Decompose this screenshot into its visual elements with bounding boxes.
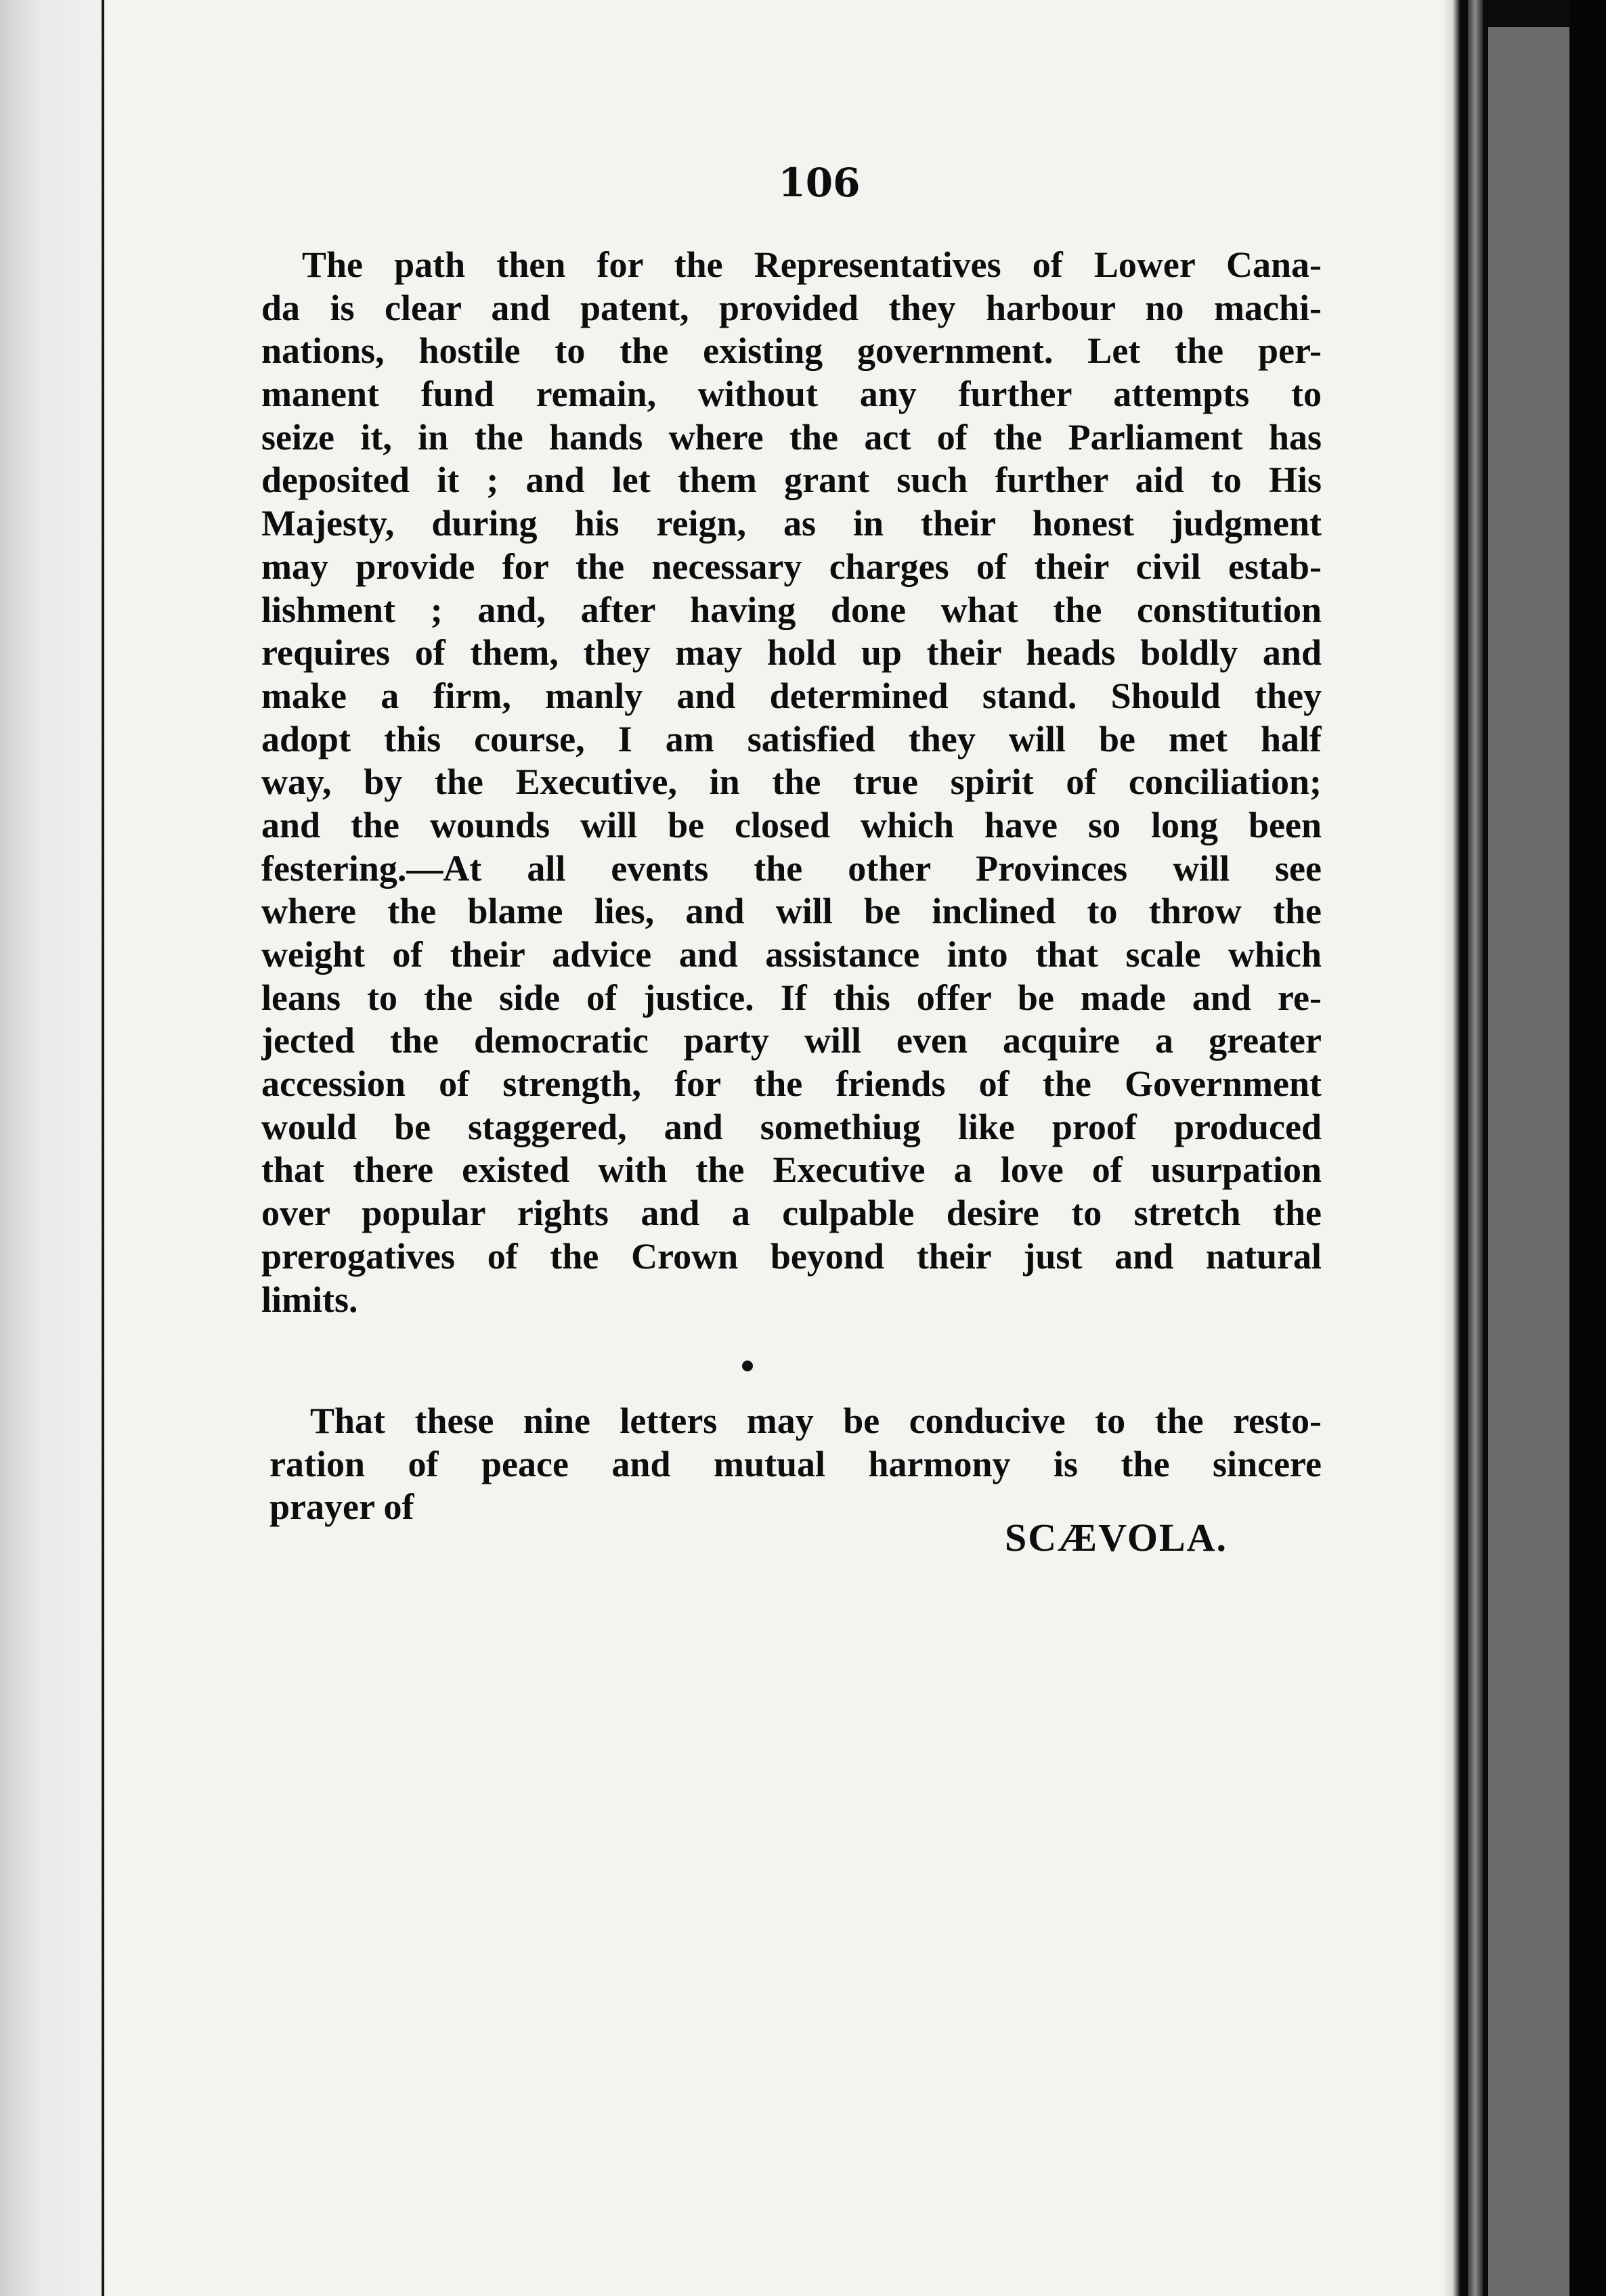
text-line: weight of their advice and assistance into that scale which bbox=[261, 934, 1322, 975]
text-line: manent fund remain, without any further attempts to bbox=[261, 374, 1322, 415]
text-line: The path then for the Representatives of Lower Cana- bbox=[302, 244, 1322, 285]
scan-border bbox=[1569, 0, 1606, 2296]
binding-gutter bbox=[0, 0, 104, 2296]
text-line: way, by the Executive, in the true spirit of conciliation; bbox=[261, 761, 1322, 803]
text-line: jected the democratic party will even acquire a greater bbox=[261, 1020, 1322, 1061]
page-edge-shadow bbox=[1442, 0, 1460, 2296]
text-line: prayer of bbox=[269, 1486, 414, 1528]
text-line: where the blame lies, and will be inclined to throw the bbox=[261, 891, 1322, 932]
signature: SCÆVOLA. bbox=[1005, 1516, 1228, 1560]
text-line: festering.—At all events the other Provinces will see bbox=[261, 847, 1322, 889]
book-edge-highlight bbox=[1468, 0, 1483, 2296]
text-line: requires of them, they may hold up their heads boldly and bbox=[261, 632, 1322, 674]
closing-paragraph bbox=[269, 1400, 1322, 1529]
text-line: make a firm, manly and determined stand. Should they bbox=[261, 675, 1322, 716]
text-line: seize it, in the hands where the act of the Parliament has bbox=[261, 416, 1322, 458]
text-line: would be staggered, and somethiug like proof produced bbox=[261, 1106, 1322, 1147]
text-line: nations, hostile to the existing government. Let the per- bbox=[261, 330, 1322, 372]
text-line: that there existed with the Executive a love of usurpation bbox=[261, 1149, 1322, 1191]
text-line: That these nine letters may be conducive to the resto- bbox=[310, 1400, 1322, 1441]
body-paragraph bbox=[261, 244, 1322, 1321]
text-line: limits. bbox=[261, 1279, 358, 1320]
text-line: and the wounds will be closed which have so long been bbox=[261, 804, 1322, 845]
text-line: ration of peace and mutual harmony is the sincere bbox=[269, 1443, 1322, 1484]
page-number: 106 bbox=[778, 160, 861, 206]
text-line: da is clear and patent, provided they harbour no machi- bbox=[261, 287, 1322, 328]
section-dot-ornament bbox=[742, 1361, 753, 1371]
text-line: deposited it ; and let them grant such further aid to His bbox=[261, 460, 1322, 501]
text-line: accession of strength, for the friends of the Government bbox=[261, 1063, 1322, 1105]
text-line: may provide for the necessary charges of their civil estab- bbox=[261, 546, 1322, 587]
text-line: Majesty, during his reign, as in their honest judgment bbox=[261, 503, 1322, 544]
next-page-edge bbox=[1488, 27, 1569, 2296]
text-line: leans to the side of justice. If this offer be made and re- bbox=[261, 977, 1322, 1018]
text-line: over popular rights and a culpable desire to stretch the bbox=[261, 1193, 1322, 1234]
text-line: prerogatives of the Crown beyond their just and natural bbox=[261, 1235, 1322, 1277]
text-line: adopt this course, I am satisfied they will be met half bbox=[261, 718, 1322, 759]
text-line: lishment ; and, after having done what the constitution bbox=[261, 589, 1322, 630]
